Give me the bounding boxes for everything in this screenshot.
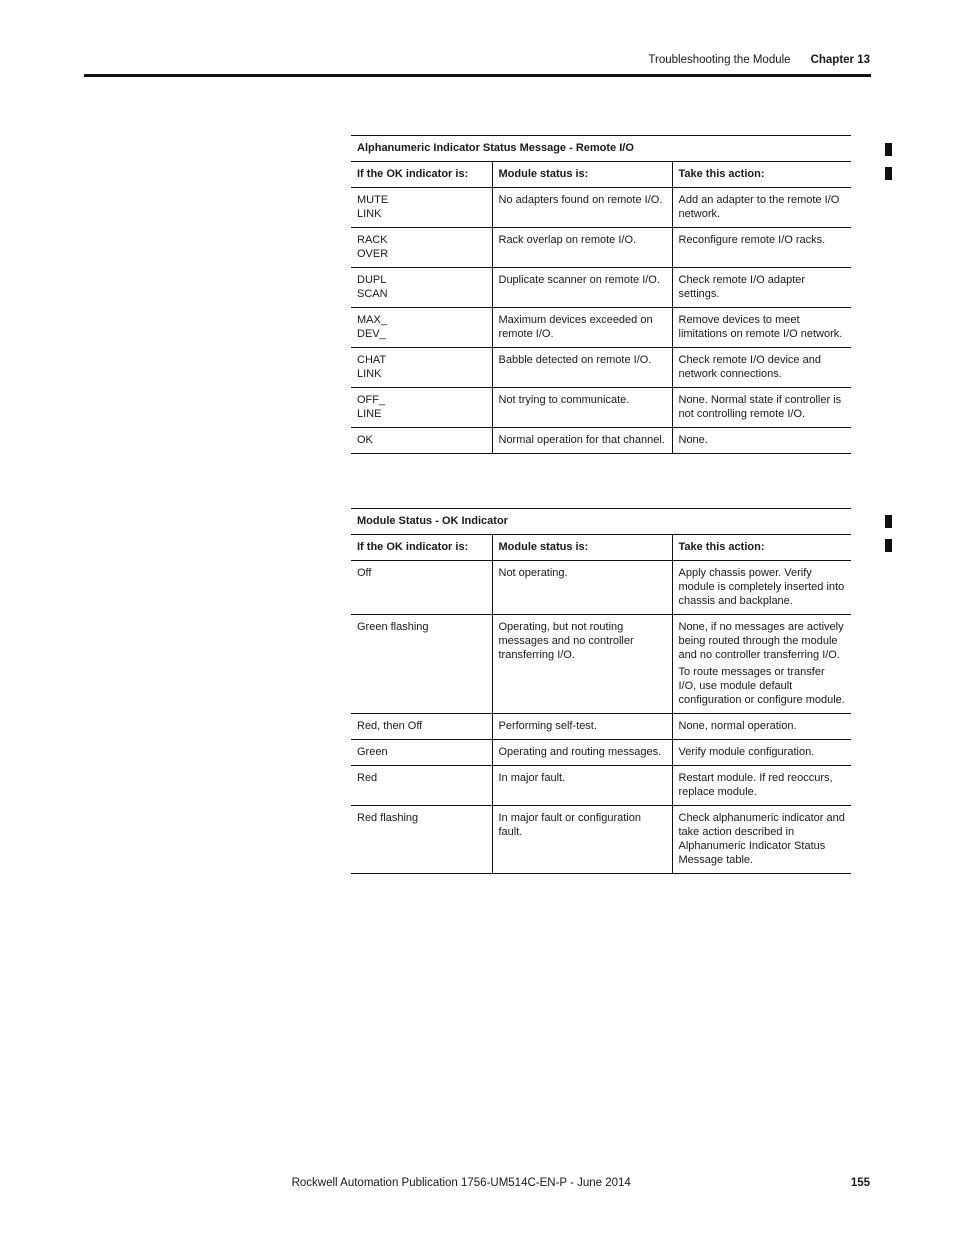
- indicator-cell: Red, then Off: [351, 714, 492, 740]
- table-row: [351, 740, 851, 766]
- table-row: [351, 308, 851, 348]
- indicator-cell: OFF_ LINE: [351, 388, 492, 428]
- action-paragraph: Reconfigure remote I/O racks.: [678, 234, 826, 246]
- table-row: [351, 714, 851, 740]
- page-footer: [292, 1177, 870, 1189]
- header-rule: [84, 74, 871, 77]
- action-paragraph: None, if no messages are actively being routed through the module and no controller transferring I/O.: [678, 621, 844, 661]
- action-cell: [672, 806, 851, 874]
- table-row: [351, 561, 851, 615]
- column-header-indicator: If the OK indicator is:: [351, 535, 492, 561]
- column-header-action: Take this action:: [672, 535, 851, 561]
- action-paragraph: Add an adapter to the remote I/O network.: [678, 194, 840, 220]
- publication-info: Rockwell Automation Publication 1756-UM514C-EN-P - June 2014: [291, 1177, 631, 1189]
- action-cell: [672, 388, 851, 428]
- action-paragraph: Apply chassis power. Verify module is completely inserted into chassis and backplane.: [678, 567, 845, 607]
- action-cell: [672, 766, 851, 806]
- table-header-row: [351, 162, 851, 188]
- indicator-cell: RACK OVER: [351, 228, 492, 268]
- indicator-cell: MAX_ DEV_: [351, 308, 492, 348]
- column-header-action: Take this action:: [672, 162, 851, 188]
- change-bar: [885, 167, 892, 180]
- remote-io-status-table: [351, 135, 851, 454]
- status-cell: Rack overlap on remote I/O.: [492, 228, 672, 268]
- table-title: Module Status - OK Indicator: [351, 509, 851, 535]
- table-row: [351, 388, 851, 428]
- status-cell: Performing self-test.: [492, 714, 672, 740]
- action-cell: [672, 740, 851, 766]
- page-number: 155: [850, 1177, 870, 1189]
- header-section-title: Troubleshooting the Module: [648, 54, 791, 66]
- action-paragraph: None, normal operation.: [678, 720, 797, 732]
- indicator-cell: Off: [351, 561, 492, 615]
- indicator-cell: Green: [351, 740, 492, 766]
- action-cell: [672, 561, 851, 615]
- action-paragraph: None. Normal state if controller is not controlling remote I/O.: [678, 394, 842, 420]
- action-cell: [672, 268, 851, 308]
- action-paragraph: Check remote I/O device and network connections.: [678, 354, 821, 380]
- indicator-cell: OK: [351, 428, 492, 454]
- action-cell: [672, 188, 851, 228]
- indicator-cell: MUTE LINK: [351, 188, 492, 228]
- ok-indicator-status-table: [351, 508, 851, 874]
- action-paragraph: Check alphanumeric indicator and take action described in Alphanumeric Indicator Status Message table.: [678, 812, 845, 866]
- running-header: [648, 54, 870, 66]
- table-row: [351, 766, 851, 806]
- table-row: [351, 615, 851, 714]
- indicator-cell: DUPL SCAN: [351, 268, 492, 308]
- table-header-row: [351, 535, 851, 561]
- status-cell: In major fault or configuration fault.: [492, 806, 672, 874]
- table-row: [351, 428, 851, 454]
- action-cell: [672, 714, 851, 740]
- column-header-status: Module status is:: [492, 162, 672, 188]
- action-paragraph: To route messages or transfer I/O, use module default configuration or configure module.: [678, 666, 845, 706]
- indicator-cell: Green flashing: [351, 615, 492, 714]
- header-chapter: Chapter 13: [810, 54, 870, 66]
- table-row: [351, 348, 851, 388]
- action-paragraph: Verify module configuration.: [678, 746, 815, 758]
- status-cell: No adapters found on remote I/O.: [492, 188, 672, 228]
- change-bar: [885, 143, 892, 156]
- table-row: [351, 228, 851, 268]
- action-paragraph: Remove devices to meet limitations on remote I/O network.: [678, 314, 843, 340]
- action-paragraph: Check remote I/O adapter settings.: [678, 274, 806, 300]
- status-cell: Babble detected on remote I/O.: [492, 348, 672, 388]
- column-header-indicator: If the OK indicator is:: [351, 162, 492, 188]
- indicator-cell: CHAT LINK: [351, 348, 492, 388]
- action-cell: [672, 348, 851, 388]
- table-row: [351, 188, 851, 228]
- indicator-cell: Red flashing: [351, 806, 492, 874]
- table-caption-row: [351, 509, 851, 535]
- status-cell: Not trying to communicate.: [492, 388, 672, 428]
- table-row: [351, 268, 851, 308]
- status-cell: Operating, but not routing messages and no controller transferring I/O.: [492, 615, 672, 714]
- status-cell: In major fault.: [492, 766, 672, 806]
- status-cell: Not operating.: [492, 561, 672, 615]
- action-cell: [672, 428, 851, 454]
- column-header-status: Module status is:: [492, 535, 672, 561]
- indicator-cell: Red: [351, 766, 492, 806]
- action-cell: [672, 308, 851, 348]
- table-row: [351, 806, 851, 874]
- table-caption-row: [351, 136, 851, 162]
- status-cell: Normal operation for that channel.: [492, 428, 672, 454]
- status-cell: Maximum devices exceeded on remote I/O.: [492, 308, 672, 348]
- action-cell: [672, 615, 851, 714]
- status-cell: Duplicate scanner on remote I/O.: [492, 268, 672, 308]
- action-cell: [672, 228, 851, 268]
- action-paragraph: Restart module. If red reoccurs, replace module.: [678, 772, 833, 798]
- status-cell: Operating and routing messages.: [492, 740, 672, 766]
- action-paragraph: None.: [678, 434, 708, 446]
- change-bar: [885, 539, 892, 552]
- table-title: Alphanumeric Indicator Status Message - Remote I/O: [351, 136, 851, 162]
- change-bar: [885, 515, 892, 528]
